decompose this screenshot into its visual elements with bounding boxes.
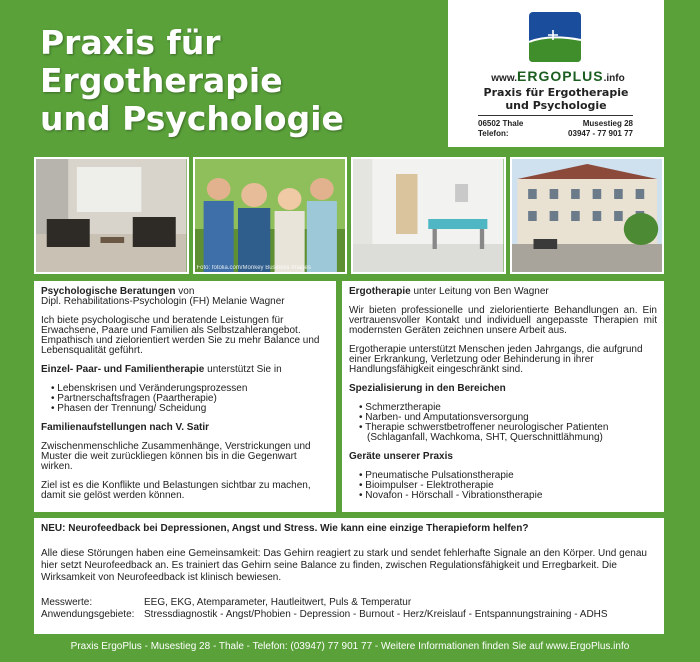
neurofeedback-panel xyxy=(34,518,664,634)
ergotherapy-panel xyxy=(342,281,664,512)
list-item: • Novafon - Hörschall - Vibrationstherapie xyxy=(359,491,657,501)
title-line-1: Praxis für xyxy=(40,23,221,62)
family-photo xyxy=(193,157,348,274)
list-item: • Partnerschaftsfragen (Paartherapie) xyxy=(51,394,329,404)
family-paragraph-1: Zwischenmenschliche Zusammenhänge, Verstrickungen und Muster die weit zurückliegen können bis in die Gegenwart wirken. xyxy=(41,441,311,472)
list-item: • Bioimpulser - Elektrotherapie xyxy=(359,481,657,491)
list-item: • Narben- und Amputationsversorgung xyxy=(359,413,657,423)
psychology-panel xyxy=(34,281,336,512)
psychology-paragraph: Ich biete psychologische und beratende Leistungen für Erwachsene, Paare und Familien als Selbstzahlerangebot. Empathisch und zielorientiert werden Sie zu mehr Balance und Lebensqualität geführt. xyxy=(41,315,320,356)
family-paragraph-2: Ziel ist es die Konflikte und Belastungen sichtbar zu machen, damit sie gelöst werden können. xyxy=(41,480,311,501)
devices-list xyxy=(359,471,657,501)
divider xyxy=(478,115,633,116)
measurements-row xyxy=(41,597,657,609)
title-line-2: Ergotherapie xyxy=(40,61,283,100)
title-line-3: und Psychologie xyxy=(40,99,344,138)
list-item: • Pneumatische Pulsationstherapie xyxy=(359,471,657,481)
phone-row xyxy=(478,129,633,138)
therapy-list xyxy=(51,384,329,414)
ergoplus-logo-icon xyxy=(529,12,581,62)
logo-url: www.ERGOPLUS.info xyxy=(491,68,625,84)
therapy-heading: Einzel- Paar- und Familientherapie unterstützt Sie in xyxy=(41,364,282,375)
logo-tagline: Praxis für Ergotherapie und Psychologie xyxy=(483,86,629,112)
family-constellation-heading: Familienaufstellungen nach V. Satir xyxy=(41,422,210,433)
page-title xyxy=(40,24,344,138)
list-item: • Lebenskrisen und Veränderungsprozessen xyxy=(51,384,329,394)
list-item: • Therapie schwerstbetroffener neurologischer Patienten xyxy=(359,423,657,433)
ergotherapy-paragraph-2: Ergotherapie unterstützt Menschen jeden Jahrgangs, die aufgrund einer Erkrankung, Verletzung oder Behinderung in ihrer Handlungsfähigkeit eingeschränkt sind. xyxy=(349,344,643,375)
ergotherapy-paragraph-1: Wir bieten professionelle und zielorientierte Behandlungen an. Ein vertrauensvoller Kontakt und individuell angepasste Therapien mit modernsten Geräten zeichnen unsere Arbeit aus. xyxy=(349,305,657,336)
logo-box xyxy=(448,0,664,147)
applications-value: Stressdiagnostik - Angst/Phobien - Depression - Burnout - Herz/Kreislauf - Entspannungstraining - ADHS xyxy=(144,609,608,620)
phone-number: 03947 - 77 901 77 xyxy=(568,129,633,138)
photo-credit: Foto: fotolia.com/Monkey Business Images xyxy=(196,265,311,271)
neurofeedback-paragraph: Alle diese Störungen haben eine Gemeinsamkeit: Das Gehirn reagiert zu stark und sendet fehlerhafte Signale an den Körper. Und genau hier setzt Neurofeedback an. Es trainiert das Gehirn seine Balance zu finden, zwischen Regulationsfähigkeit und Erregbarkeit. Die Wirksamkeit von Neurofeedback ist klinisch bewiesen. xyxy=(41,548,647,583)
devices-heading: Geräte unserer Praxis xyxy=(349,451,453,462)
phone-label: Telefon: xyxy=(478,129,509,138)
street: Musestieg 28 xyxy=(582,119,633,128)
therapy-room-photo xyxy=(351,157,506,274)
list-item: • Schmerztherapie xyxy=(359,403,657,413)
ergotherapy-intro: Ergotherapie unter Leitung von Ben Wagner xyxy=(349,286,549,297)
measurements-label: Messwerte: xyxy=(41,597,93,608)
list-item-note: (Schlaganfall, Wachkoma, SHT, Querschnittlähmung) xyxy=(367,432,603,443)
applications-row xyxy=(41,609,657,621)
building-photo xyxy=(510,157,665,274)
specialization-heading: Spezialisierung in den Bereichen xyxy=(349,383,506,394)
measurements-value: EEG, EKG, Atemparameter, Hautleitwert, Puls & Temperatur xyxy=(144,597,412,608)
living-room-photo xyxy=(34,157,189,274)
psychology-intro: Psychologische Beratungen von Dipl. Rehabilitations-Psychologin (FH) Melanie Wagner xyxy=(41,286,285,307)
applications-label: Anwendungsgebiete: xyxy=(41,609,135,620)
photo-strip xyxy=(34,157,664,274)
specialization-list xyxy=(359,403,657,443)
address-row xyxy=(478,119,633,128)
city: 06502 Thale xyxy=(478,119,524,128)
neurofeedback-headline: NEU: Neurofeedback bei Depressionen, Angst und Stress. Wie kann eine einzige Therapieform helfen? xyxy=(41,523,529,534)
footer-contact: Praxis ErgoPlus - Musestieg 28 - Thale - Telefon: (03947) 77 901 77 - Weitere Informationen finden Sie auf www.ErgoPlus.info xyxy=(70,641,630,652)
list-item: • Phasen der Trennung/ Scheidung xyxy=(51,404,329,414)
